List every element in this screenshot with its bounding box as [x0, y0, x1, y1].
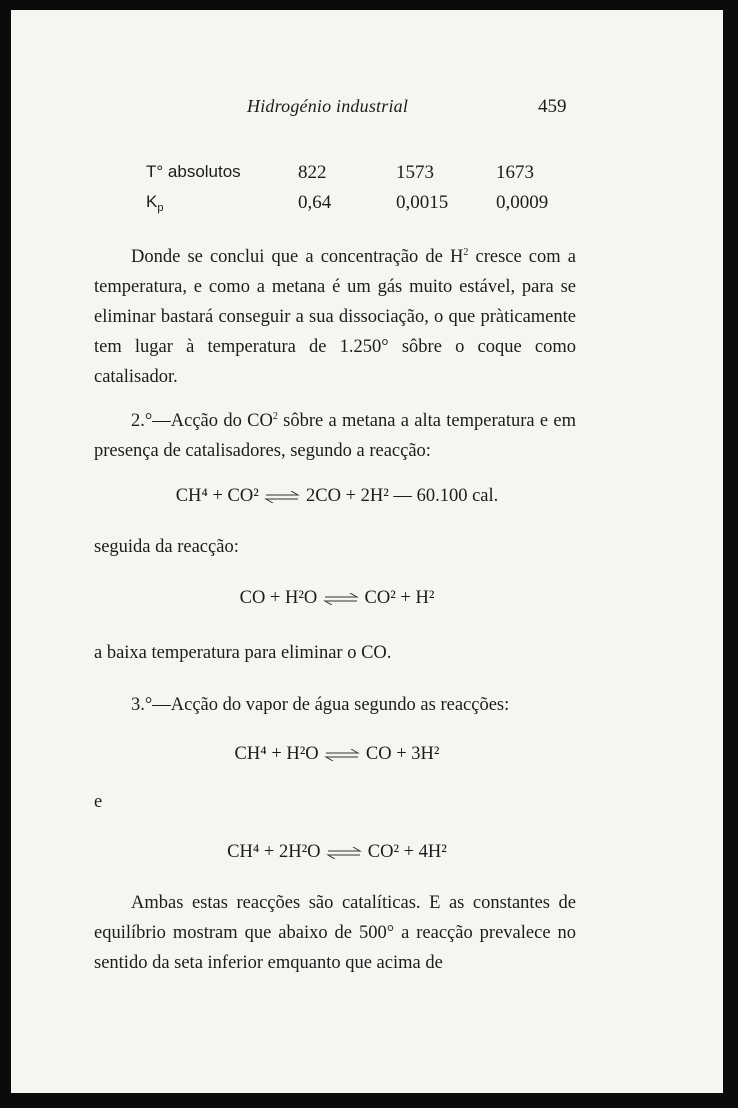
paragraph-conclusion: Donde se conclui que a concentração de $H^2$ cresce com a temperatura, e como a metana é um gás muito estável, para se eliminar bastará conseguir a sua dissociação, o que pràticamente tem lugar à temperatura de 1.250° sôbre o coque como catalisador.	[94, 247, 576, 387]
equilibrium-arrow-icon	[323, 593, 359, 605]
running-title: Hidrogénio industrial	[247, 96, 409, 116]
equation-3: CH⁴ + H²O CO + 3H²	[234, 744, 440, 764]
equilibrium-arrow-icon	[264, 491, 300, 503]
equation-4: CH⁴ + 2H²O CO² + 4H²	[227, 842, 447, 862]
table-cell: 0,0009	[496, 192, 549, 213]
paragraph-catalytic: Ambas estas reacções são catalíticas. E as constantes de equilíbrio mostram que abaixo de 500° a reacção prevalece no sentido da seta inferior emquanto que acima de	[94, 893, 576, 973]
table-cell: 0,64	[298, 192, 332, 213]
equilibrium-arrow-icon	[326, 847, 362, 859]
paragraph-section-2: 2.°—Acção do $CO^2$ sôbre a metana a alta temperatura e em presença de catalisadores, segundo a reacção:	[94, 411, 576, 461]
equation-1: CH⁴ + CO² 2CO + 2H² — 60.100 cal.	[175, 486, 499, 506]
table-cell: 0,0015	[396, 192, 449, 213]
paragraph-section-3: 3.°—Acção do vapor de água segundo as reacções:	[131, 695, 510, 715]
equilibrium-arrow-icon	[324, 749, 360, 761]
equilibrium-table	[146, 162, 566, 222]
table-row	[146, 162, 566, 192]
row-label-temperature: T° absolutos	[146, 162, 241, 181]
table-cell: 822	[298, 162, 327, 183]
equation-2: CO + H²O CO² + H²	[239, 588, 435, 608]
paragraph-low-temperature: a baixa temperatura para eliminar o CO.	[94, 643, 392, 663]
table-row	[146, 192, 566, 222]
book-page	[11, 10, 723, 1093]
page-number: 459	[538, 96, 567, 117]
conjunction-e: e	[94, 792, 103, 812]
table-cell: 1573	[396, 162, 434, 183]
paragraph-followed: seguida da reacção:	[94, 537, 239, 557]
table-cell: 1673	[496, 162, 534, 183]
row-label-kp: $K_p$	[146, 192, 164, 214]
